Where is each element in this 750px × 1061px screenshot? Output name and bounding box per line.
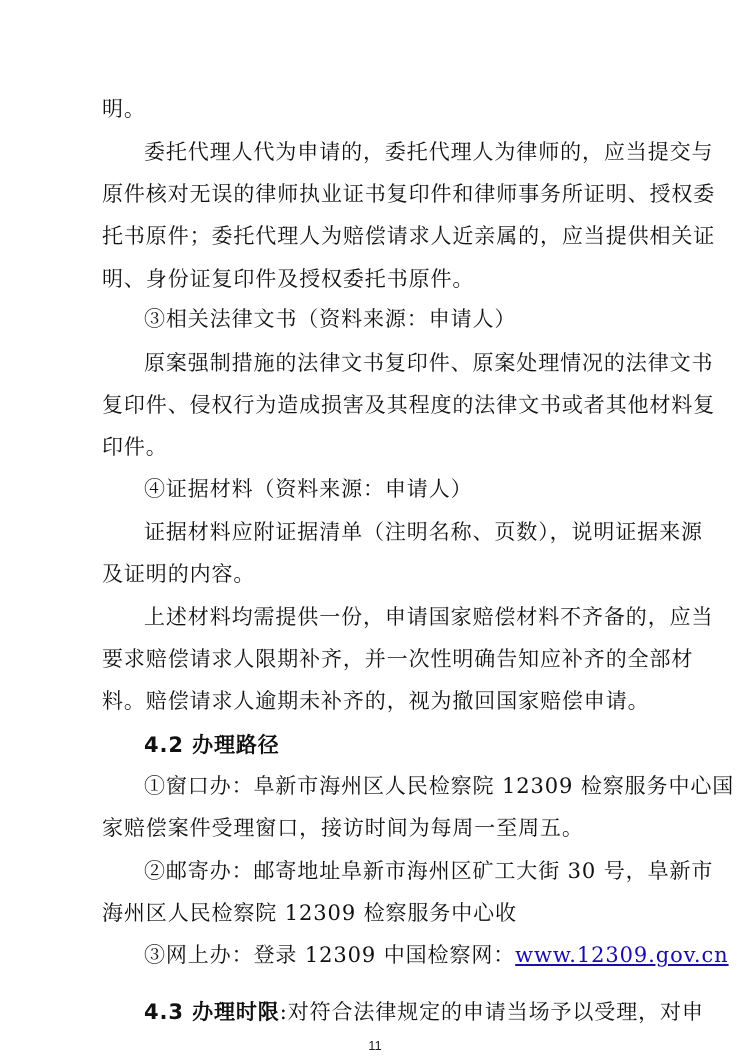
paragraph-line: [0, 349, 750, 377]
subheading-evidence-materials: [0, 475, 750, 503]
paragraph-line: [0, 814, 750, 842]
text: 海州区人民检察院 12309 检察服务中心收: [102, 901, 517, 925]
text: 及证明的内容。: [102, 562, 256, 586]
text: 要求赔偿请求人限期补齐，并一次性明确告知应补齐的全部材: [102, 647, 694, 671]
paragraph-line: [0, 222, 750, 250]
text: 原件核对无误的律师执业证书复印件和律师事务所证明、授权委: [102, 182, 716, 206]
page-number: 11: [368, 1038, 382, 1053]
section-heading-4-3-line: [0, 998, 750, 1026]
paragraph-line: [0, 180, 750, 208]
text: 原案强制措施的法律文书复印件、原案处理情况的法律文书: [144, 351, 714, 375]
text: :对符合法律规定的申请当场予以受理，对申: [279, 1000, 704, 1024]
text: 明、身份证复印件及授权委托书原件。: [102, 267, 475, 291]
text: ②邮寄办：邮寄地址阜新市海州区矿工大街 30 号，阜新市: [144, 859, 714, 883]
paragraph-line: [0, 603, 750, 631]
paragraph-line: [0, 95, 750, 123]
text: 家赔偿案件受理窗口，接访时间为每周一至周五。: [102, 816, 584, 840]
text: 4.2 办理路径: [144, 733, 280, 757]
text: 托书原件；委托代理人为赔偿请求人近亲属的，应当提供相关证: [102, 224, 716, 248]
paragraph-line: [0, 899, 750, 927]
text: 复印件、侵权行为造成损害及其程度的法律文书或者其他材料复: [102, 393, 716, 417]
text: 印件。: [102, 435, 168, 459]
website-link[interactable]: www.12309.gov.cn: [515, 943, 729, 967]
text: 料。赔偿请求人逾期未补齐的，视为撤回国家赔偿申请。: [102, 689, 650, 713]
paragraph-line: [0, 433, 750, 461]
text: ①窗口办：阜新市海州区人民检察院 12309 检察服务中心国: [144, 774, 735, 798]
text: ③网上办：登录 12309 中国检察网：: [144, 943, 516, 967]
paragraph-line: [0, 687, 750, 715]
paragraph-line: [0, 560, 750, 588]
paragraph-line: [0, 645, 750, 673]
paragraph-line: [0, 772, 750, 800]
paragraph-line: [0, 265, 750, 293]
paragraph-line: [0, 518, 750, 546]
text: 证据材料应附证据清单（注明名称、页数），说明证据来源: [144, 520, 703, 544]
section-heading-4-2: [0, 731, 750, 759]
paragraph-line: [0, 941, 750, 969]
text: 明。: [102, 97, 146, 121]
section-heading-4-3: 4.3 办理时限: [144, 1000, 280, 1024]
text: ③相关法律文书（资料来源：申请人）: [144, 307, 517, 331]
text: 上述材料均需提供一份，申请国家赔偿材料不齐备的，应当: [144, 605, 714, 629]
paragraph-line: [0, 857, 750, 885]
paragraph-line: [0, 138, 750, 166]
text: ④证据材料（资料来源：申请人）: [144, 477, 473, 501]
text: 委托代理人代为申请的，委托代理人为律师的，应当提交与: [144, 140, 714, 164]
paragraph-line: [0, 391, 750, 419]
subheading-related-legal-documents: [0, 305, 750, 333]
